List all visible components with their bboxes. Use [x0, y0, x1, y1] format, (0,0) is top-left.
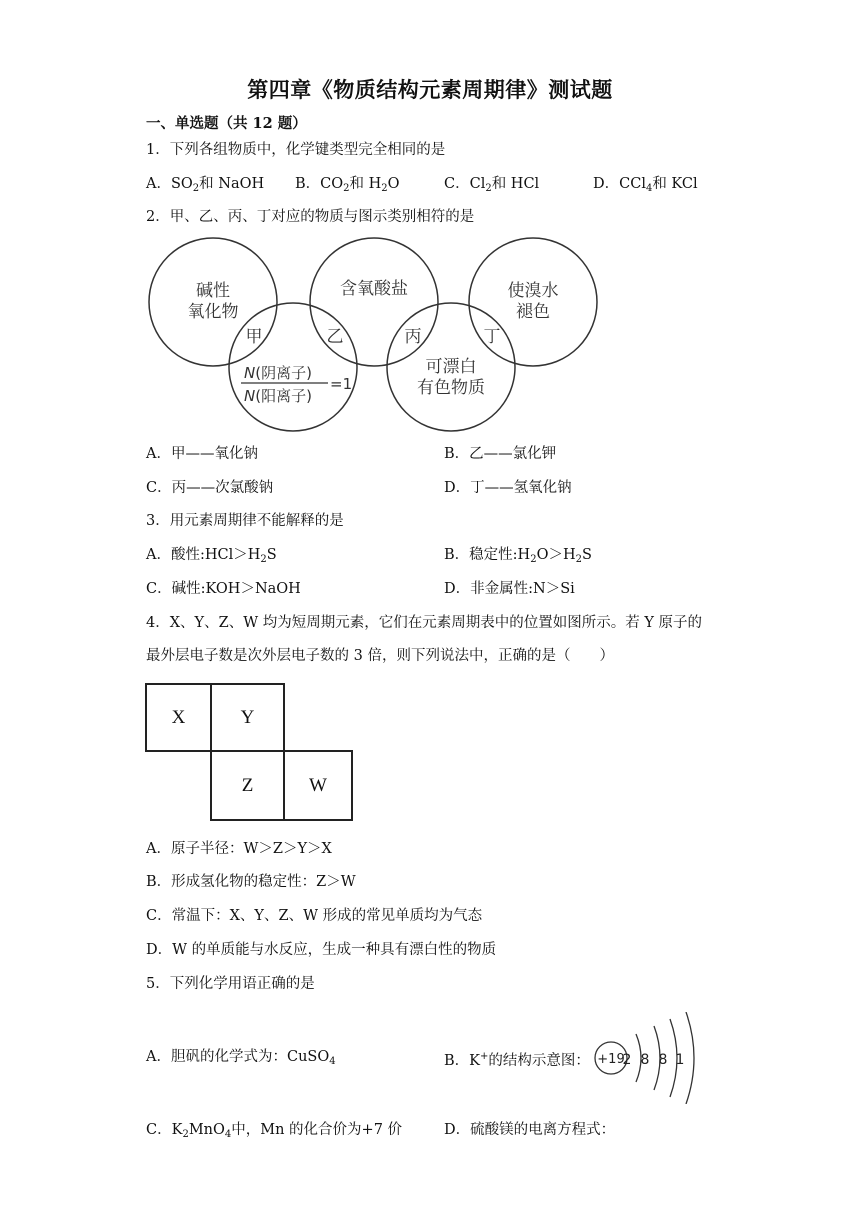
q1-option-b: B．$CO_2$和 $H_2O$	[295, 176, 400, 194]
shell-1: 2	[622, 1052, 632, 1068]
c1-label-2: 氧化物	[187, 302, 239, 322]
q2-option-d: D．丁——氢氧化钠	[444, 480, 572, 496]
q5-option-c: C．$K_2MnO_4$中，Mn 的化合价为+7 价	[146, 1122, 403, 1140]
cell-w: W	[283, 750, 353, 821]
shell-3: 8	[658, 1052, 668, 1068]
svg-text:=1: =1	[330, 375, 353, 393]
nucleus-charge: +19	[597, 1052, 625, 1067]
q4-stem-line1: 4．X、Y、Z、W 均为短周期元素，它们在元素周期表中的位置如图所示。若 Y 原子的	[146, 615, 702, 631]
svg-text:N(阴离子): N(阴离子)	[244, 364, 312, 382]
q5-option-d: D．硫酸镁的电离方程式：	[444, 1122, 616, 1138]
q3-option-c: C．碱性:KOH＞NaOH	[146, 581, 301, 597]
q2-stem: 2．甲、乙、丙、丁对应的物质与图示类别相符的是	[146, 209, 475, 225]
q1-option-d: D．CCl$_4$和 KCl	[593, 176, 698, 194]
c4-label-1: 可漂白	[425, 357, 477, 377]
q3-option-b: B．稳定性$:H_2O>H_2S$	[444, 547, 592, 565]
k-ion-structure-diagram	[592, 1012, 712, 1104]
periodic-position-table	[145, 683, 353, 821]
q4-option-a: A．原子半径：W＞Z＞Y＞X	[146, 841, 332, 857]
c4-label-2: 有色物质	[417, 378, 485, 398]
q5-option-a: A．胆矾的化学式为：CuSO$_4$	[146, 1049, 336, 1067]
q2-option-a: A．甲——氧化钠	[146, 446, 258, 462]
cell-x: X	[145, 683, 212, 752]
q2-option-b: B．乙——氯化钾	[444, 446, 557, 462]
q4-option-b: B．形成氢化物的稳定性：Z＞W	[146, 874, 356, 890]
q3-option-d: D．非金属性:N＞Si	[444, 581, 575, 597]
q2-option-c: C．丙——次氯酸钠	[146, 480, 274, 496]
shell-2: 8	[640, 1052, 650, 1068]
cell-z: Z	[210, 750, 285, 821]
q1-option-a: A．$SO_2$和 NaOH	[146, 176, 265, 194]
c3-label-1: 使溴水	[507, 281, 559, 301]
label-yi: 乙	[326, 327, 344, 347]
q3-stem: 3．用元素周期律不能解释的是	[146, 513, 344, 529]
q3-option-a: A．酸性$:HCl>H_2S$	[146, 547, 277, 565]
ion-ratio-fraction	[241, 364, 352, 405]
c2-label: 含氧酸盐	[340, 279, 408, 299]
c3-label-2: 褪色	[516, 302, 550, 322]
q1-stem: 1．下列各组物质中，化学键类型完全相同的是	[146, 142, 446, 158]
svg-text:N(阳离子): N(阳离子)	[244, 387, 312, 405]
cell-y: Y	[210, 683, 285, 752]
venn-diagram	[140, 232, 610, 438]
q4-option-d: D．W 的单质能与水反应，生成一种具有漂白性的物质	[146, 942, 497, 958]
q1-option-c: C．$Cl_2$和 HCl	[444, 176, 540, 194]
c1-label-1: 碱性	[196, 281, 230, 301]
label-bing: 丙	[404, 327, 422, 347]
shell-4: 1	[675, 1052, 685, 1068]
q4-option-c: C．常温下：X、Y、Z、W 形成的常见单质均为气态	[146, 908, 483, 924]
section-heading: 一、单选题（共 12 题）	[146, 115, 307, 132]
page-title: 第四章《物质结构元素周期律》测试题	[247, 77, 613, 102]
q4-stem-line2: 最外层电子数是次外层电子数的 3 倍，则下列说法中，正确的是（ ）	[146, 648, 614, 664]
label-ding: 丁	[483, 327, 501, 347]
q5-stem: 5．下列化学用语正确的是	[146, 976, 315, 992]
label-jia: 甲	[245, 327, 263, 347]
q5-option-b: B．K+的结构示意图：	[444, 1051, 590, 1069]
